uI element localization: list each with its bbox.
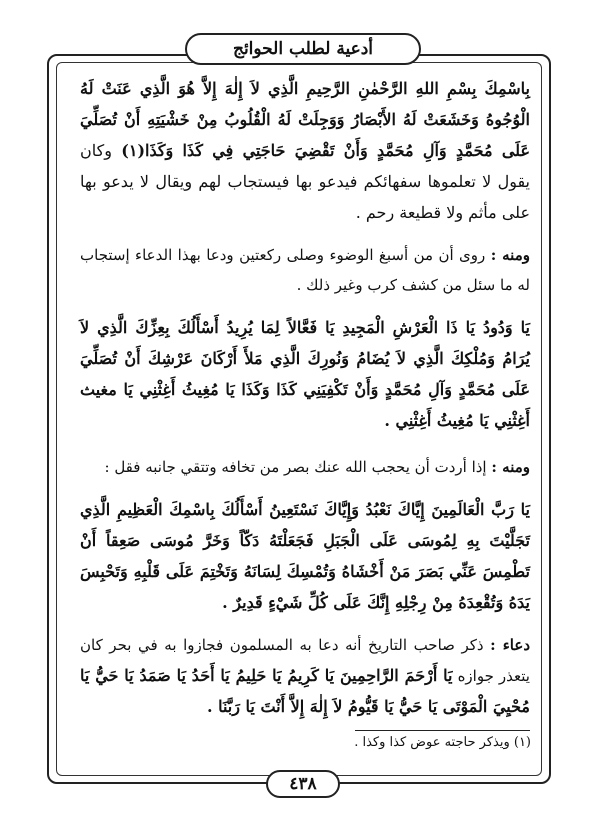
footnote-divider — [355, 730, 530, 731]
narration-text: ومنه : إذا أردت أن يحجب الله عنك بصر من تخافه وتتقي جانبه فقل : — [104, 458, 530, 476]
narration-text: دعاء : ذكر صاحب التاريخ أنه دعا به المسلمون فجازوا به في بحر كان يتعذر جوازه يَا أَرْحَمَ الرَّاحِمِينَ يَا كَرِيمُ يَا حَلِيمُ يَا أَحَدُ يَا صَمَدُ يَا حَيُّ يَا مُحْيِيَ الْمَوْتَى يَا حَيُّ يَا قَيُّومُ لاَ إِلٰهَ إِلاَّ أَنْتَ يَا رَبَّنَا . — [80, 636, 530, 716]
chapter-header — [185, 33, 421, 65]
page-number-text: ٤٣٨ — [289, 774, 317, 794]
page-number — [266, 770, 340, 798]
page-content — [80, 73, 530, 722]
narration-text: ومنه : روى أن من أسبغ الوضوء وصلى ركعتين ودعا بهذا الدعاء إستجاب له ما سئل من كشف كرب وغير ذلك . — [80, 246, 530, 294]
dua-text: يَا رَبَّ الْعَالَمِينَ إِيَّاكَ نَعْبُدُ وَإِيَّاكَ نَسْتَعِينُ أَسْأَلُكَ بِاسْمِكَ الْعَظِيمِ الَّذِي تَجَلَّيْتَ بِهِ لِمُوسَى عَلَى الْجَبَلِ فَجَعَلْتَهُ دَكّاً وَخَرَّ مُوسَى صَعِقاً أَنْ تَطْمِسَ عَنِّي بَصَرَ مَنْ أَخْشَاهُ وَتُمْسِكَ لِسَانَهُ وَتَخْتِمَ عَلَى قَلْبِهِ وَتَحْبِسَ يَدَهُ وَتُقْعِدَهُ مِنْ رِجْلِهِ إِنَّكَ عَلَى كُلِّ شَيْءٍ قَدِيرٌ . — [80, 500, 530, 612]
dua-text: يَا وَدُودُ يَا ذَا الْعَرْشِ الْمَجِيدِ يَا فَعَّالاً لِمَا يُرِيدُ أَسْأَلُكَ بِعِزِّكَ الَّذِي لاَ يُرَامُ وَمُلْكِكَ الَّذِي لاَ يُضَامُ وَنُورِكَ الَّذِي مَلأَ أَرْكَانَ عَرْشِكَ أَنْ تُصَلِّيَ عَلَى مُحَمَّدٍ وَآلِ مُحَمَّدٍ وَأَنْ تَكْفِيَنِي كَذَا وَكَذَا يَا مُغِيثُ أَغِثْنِي يَا مغيث أَغِثْنِي يَا مُغِيثُ أَغِثْنِي . — [80, 318, 530, 430]
footnote: (١) ويذكر حاجته عوض كذا وكذا . — [354, 735, 531, 750]
chapter-title: أدعية لطلب الحوائج — [232, 39, 374, 59]
dua-text: بِاسْمِكَ بِسْمِ اللهِ الرَّحْمٰنِ الرَّحِيمِ الَّذِي لاَ إِلٰهَ إِلاَّ هُوَ الَّذِي عَنَتْ لَهُ الْوُجُوهُ وَخَشَعَتْ لَهُ الأَبْصَارُ وَوَجِلَتْ لَهُ الْقُلُوبُ مِنْ خَشْيَتِهِ أَنْ تُصَلِّيَ عَلَى مُحَمَّدٍ وَآلِ مُحَمَّدٍ وَأَنْ تَقْضِيَ حَاجَتِي فِي كَذَا وَكَذَا(١) وكان يقول لا تعلموها سفهائكم فيدعو بها فيستجاب لهم ويقال لا يدعو بها على مأثم ولا قطيعة رحم . — [80, 79, 531, 222]
